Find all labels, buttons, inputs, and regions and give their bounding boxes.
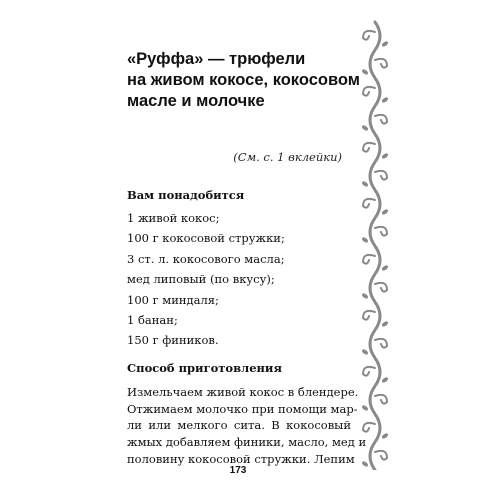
method-text [127,384,367,467]
page-number: 173 [229,465,247,476]
recipe-title [127,49,360,112]
color-insert-reference: (См. с. 1 вклейки) [233,150,342,164]
method-line: Отжимаем молочко при помощи мар- [127,401,358,416]
ingredient-item: 100 г кокосовой стружки; [127,231,285,246]
ingredient-item: 3 ст. л. кокосового масла; [127,251,285,266]
ingredient-item: мед липовый (по вкусу); [127,272,275,287]
method-heading: Способ приготовления [127,361,282,375]
method-line: жмых добавляем финики, масло, мед и [127,435,367,450]
ingredient-item: 1 банан; [127,312,178,327]
ingredient-item: 100 г миндаля; [127,292,219,307]
ingredients-list [127,208,285,351]
recipe-title-line: «Руффа» — трюфели [127,50,306,68]
floral-vine-ornament-icon [355,18,395,470]
ingredient-item: 150 г фиников. [127,333,219,348]
ingredients-heading: Вам понадобится [127,188,245,202]
method-line: половину кокосовой стружки. Лепим [127,451,355,466]
method-line: ли или мелкого сита. В кокосовый [127,418,351,433]
recipe-title-line: масле и молочке [127,92,265,110]
ingredient-item: 1 живой кокос; [127,211,220,225]
method-line: Измельчаем живой кокос в блендере. [127,385,359,399]
recipe-title-line: на живом кокосе, кокосовом [127,71,360,89]
